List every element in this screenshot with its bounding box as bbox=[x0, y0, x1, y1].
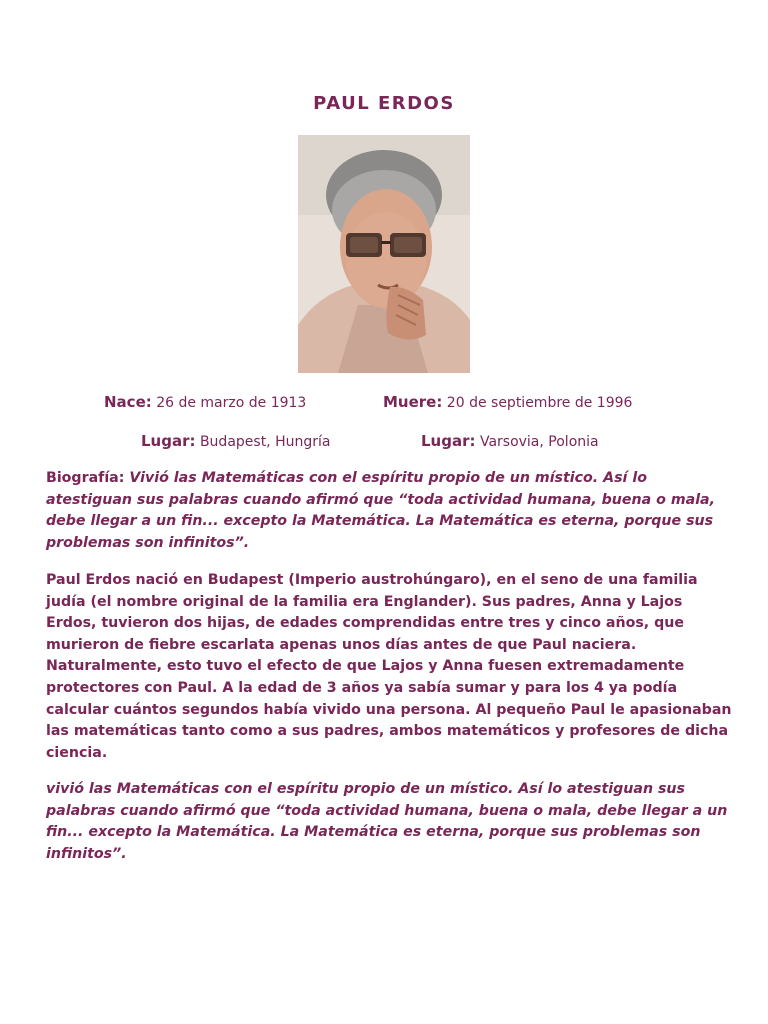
death-date bbox=[383, 393, 632, 411]
death-value: 20 de septiembre de 1996 bbox=[442, 395, 633, 411]
birth-place-value: Budapest, Hungría bbox=[195, 434, 331, 450]
biography-text: Vivió las Matemáticas con el espíritu propio de un místico. Así lo atestiguan sus palabras cuando afirmó que “toda actividad humana, buena o mala, debe llegar a un fin... excepto la Matemática. La Matemática es eterna, porque sus problemas son infinitos”. bbox=[46, 470, 716, 551]
main-paragraph: Paul Erdos nació en Budapest (Imperio austrohúngaro), en el seno de una familia judía (el nombre original de la familia era Englander). Sus padres, Anna y Lajos Erdos, tuvieron dos hijas, de edades comprendidas entre tres y cinco años, que murieron de fiebre escarlata apenas unos días antes de que Paul naciera. Naturalmente, esto tuvo el efecto de que Lajos y Anna fuesen extremadamente protectores con Paul. A la edad de 3 años ya sabía sumar y para los 4 ya podía calcular cuántos segundos había vivido una persona. Al pequeño Paul le apasionaban las matemáticas tanto como a sus padres, ambos matemáticos y profesores de dicha ciencia. bbox=[46, 572, 732, 761]
death-place bbox=[421, 432, 599, 450]
birth-place-label: Lugar: bbox=[141, 432, 196, 450]
biography-paragraph bbox=[46, 468, 736, 554]
portrait-photo bbox=[298, 135, 470, 373]
portrait-illustration bbox=[298, 135, 470, 373]
birth-label: Nace: bbox=[104, 393, 152, 411]
birth-date bbox=[104, 393, 306, 411]
death-place-value: Varsovia, Polonia bbox=[475, 434, 599, 450]
birth-value: 26 de marzo de 1913 bbox=[151, 395, 307, 411]
death-place-label: Lugar: bbox=[421, 432, 476, 450]
biography-label: Biografía: bbox=[46, 470, 125, 486]
quote-paragraph: vivió las Matemáticas con el espíritu propio de un místico. Así lo atestiguan sus palabras cuando afirmó que “toda actividad humana, buena o mala, debe llegar a un fin... excepto la Matemática. La Matemática es eterna, porque sus problemas son infinitos”. bbox=[46, 781, 728, 862]
birth-place bbox=[141, 432, 330, 450]
page-title: PAUL ERDOS bbox=[313, 93, 455, 114]
death-label: Muere: bbox=[383, 393, 443, 411]
